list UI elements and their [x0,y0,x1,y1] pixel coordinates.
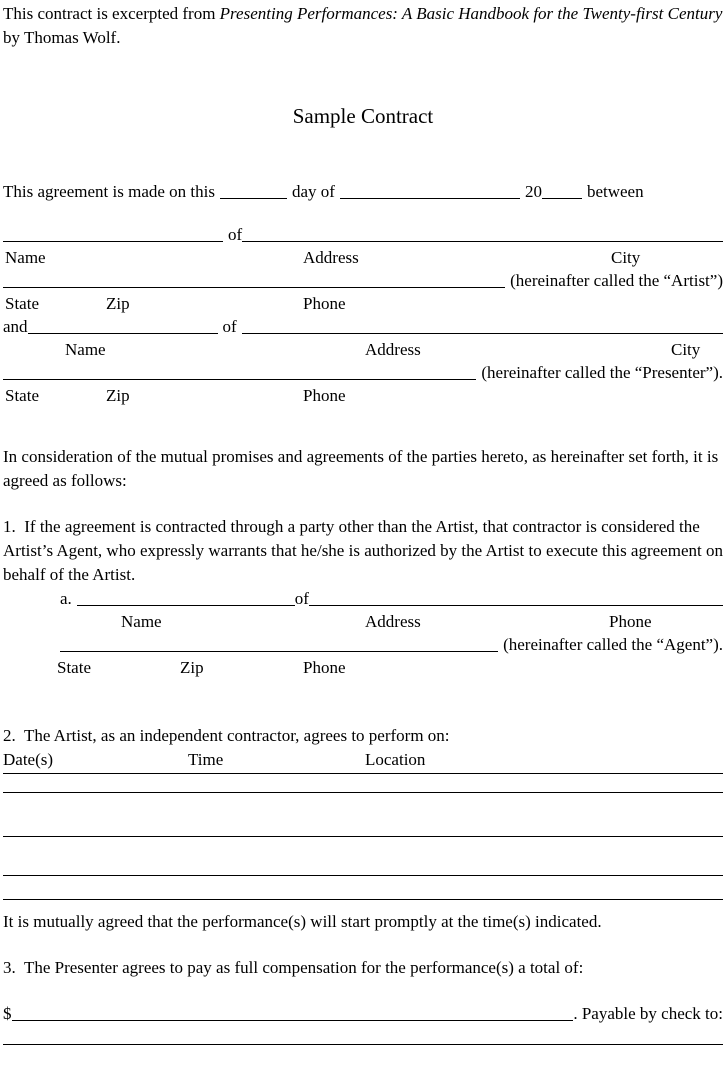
consideration-paragraph: In consideration of the mutual promises and agreements of the parties hereto, as hereinafter set forth, it is agreed as follows: [3,447,719,490]
agent-clause-text: (hereinafter called the “Agent”). [503,635,723,654]
label-address: Address [303,248,359,267]
blank-line [77,605,295,606]
section-3-text: 3. The Presenter agrees to pay as full compensation for the performance(s) a total of: [3,958,584,977]
artist-labels-row [3,246,723,269]
presenter-labels-row [3,338,723,361]
label-name: Name [121,612,162,631]
agreement-text-3: 20 [524,182,542,201]
label-state: State [57,658,91,677]
label-phone: Phone [303,386,346,405]
payable-text: . Payable by check to: [573,1004,723,1023]
section-1-text: 1. If the agreement is contracted through a party other than the Artist, that contractor is considered the Artist’s Agent, who expressly warrants that he/she is authorized by the Artist to execute this agreement on behalf of the Artist. [3,517,728,584]
blank-line [28,333,218,334]
blank-line [542,198,582,199]
section-2-text: 2. The Artist, as an independent contractor, agrees to perform on: [3,726,450,745]
label-address: Address [365,340,421,359]
agent-name-line [3,587,723,610]
and-text: and [3,317,28,336]
blank-line [242,333,723,334]
label-zip: Zip [106,386,130,405]
presenter-clause-line [3,361,723,384]
label-time: Time [188,750,224,769]
blank-line [60,651,498,652]
label-city: City [611,248,641,267]
blank-line [242,241,723,242]
ruled-line [3,1044,723,1045]
label-state: State [5,294,39,313]
book-title: Presenting Performances: A Basic Handbook for the Twenty-first Century [219,4,723,23]
label-phone: Phone [303,658,346,677]
blank-line [12,1020,574,1021]
blank-line [3,379,476,380]
label-zip: Zip [106,294,130,313]
label-location: Location [365,750,426,769]
blank-line [309,605,723,606]
label-state: State [5,386,39,405]
of-text: of [228,225,243,244]
blank-line [220,198,287,199]
agreement-text-2: day of [291,182,335,201]
blank-line [3,287,505,288]
presenter-name-line [3,315,723,338]
label-address: Address [365,612,421,631]
agent-clause-line [3,633,723,656]
dollar-sign: $ [3,1004,12,1023]
label-phone: Phone [609,612,652,631]
agreement-text-4: between [586,182,644,201]
contract-title: Sample Contract [292,104,434,128]
ruled-line [3,836,723,837]
of-text: of [294,589,309,608]
intro-paragraph [3,2,727,50]
blank-line [340,198,520,199]
artist-presenter-block [3,223,723,407]
ruled-line [3,792,723,793]
agent-labels-row [3,610,723,633]
agreement-text-1: This agreement is made on this [3,182,215,201]
intro-suffix: by Thomas Wolf. [3,4,727,47]
presenter-labels-row-2 [3,384,723,407]
item-a-text: a. [60,589,72,608]
label-city: City [671,340,701,359]
label-phone: Phone [303,294,346,313]
artist-clause-text: (hereinafter called the “Artist”) [510,271,723,290]
blank-line [3,241,223,242]
of-text: of [222,317,237,336]
label-dates: Date(s) [3,750,54,769]
promptness-note: It is mutually agreed that the performance(s) will start promptly at the time(s) indicated. [3,912,602,931]
artist-labels-row-2 [3,292,723,315]
agent-labels-row-2 [3,656,723,679]
agreement-date-line [3,180,723,203]
ruled-line [3,899,723,900]
artist-clause-line [3,269,723,292]
label-zip: Zip [180,658,204,677]
date-time-location-row [3,748,723,774]
intro-prefix: This contract is excerpted from [3,4,220,23]
ruled-line [3,875,723,876]
label-name: Name [65,340,106,359]
label-name: Name [5,248,46,267]
artist-name-line [3,223,723,246]
compensation-line [3,1002,723,1025]
presenter-clause-text: (hereinafter called the “Presenter”). [481,363,723,382]
